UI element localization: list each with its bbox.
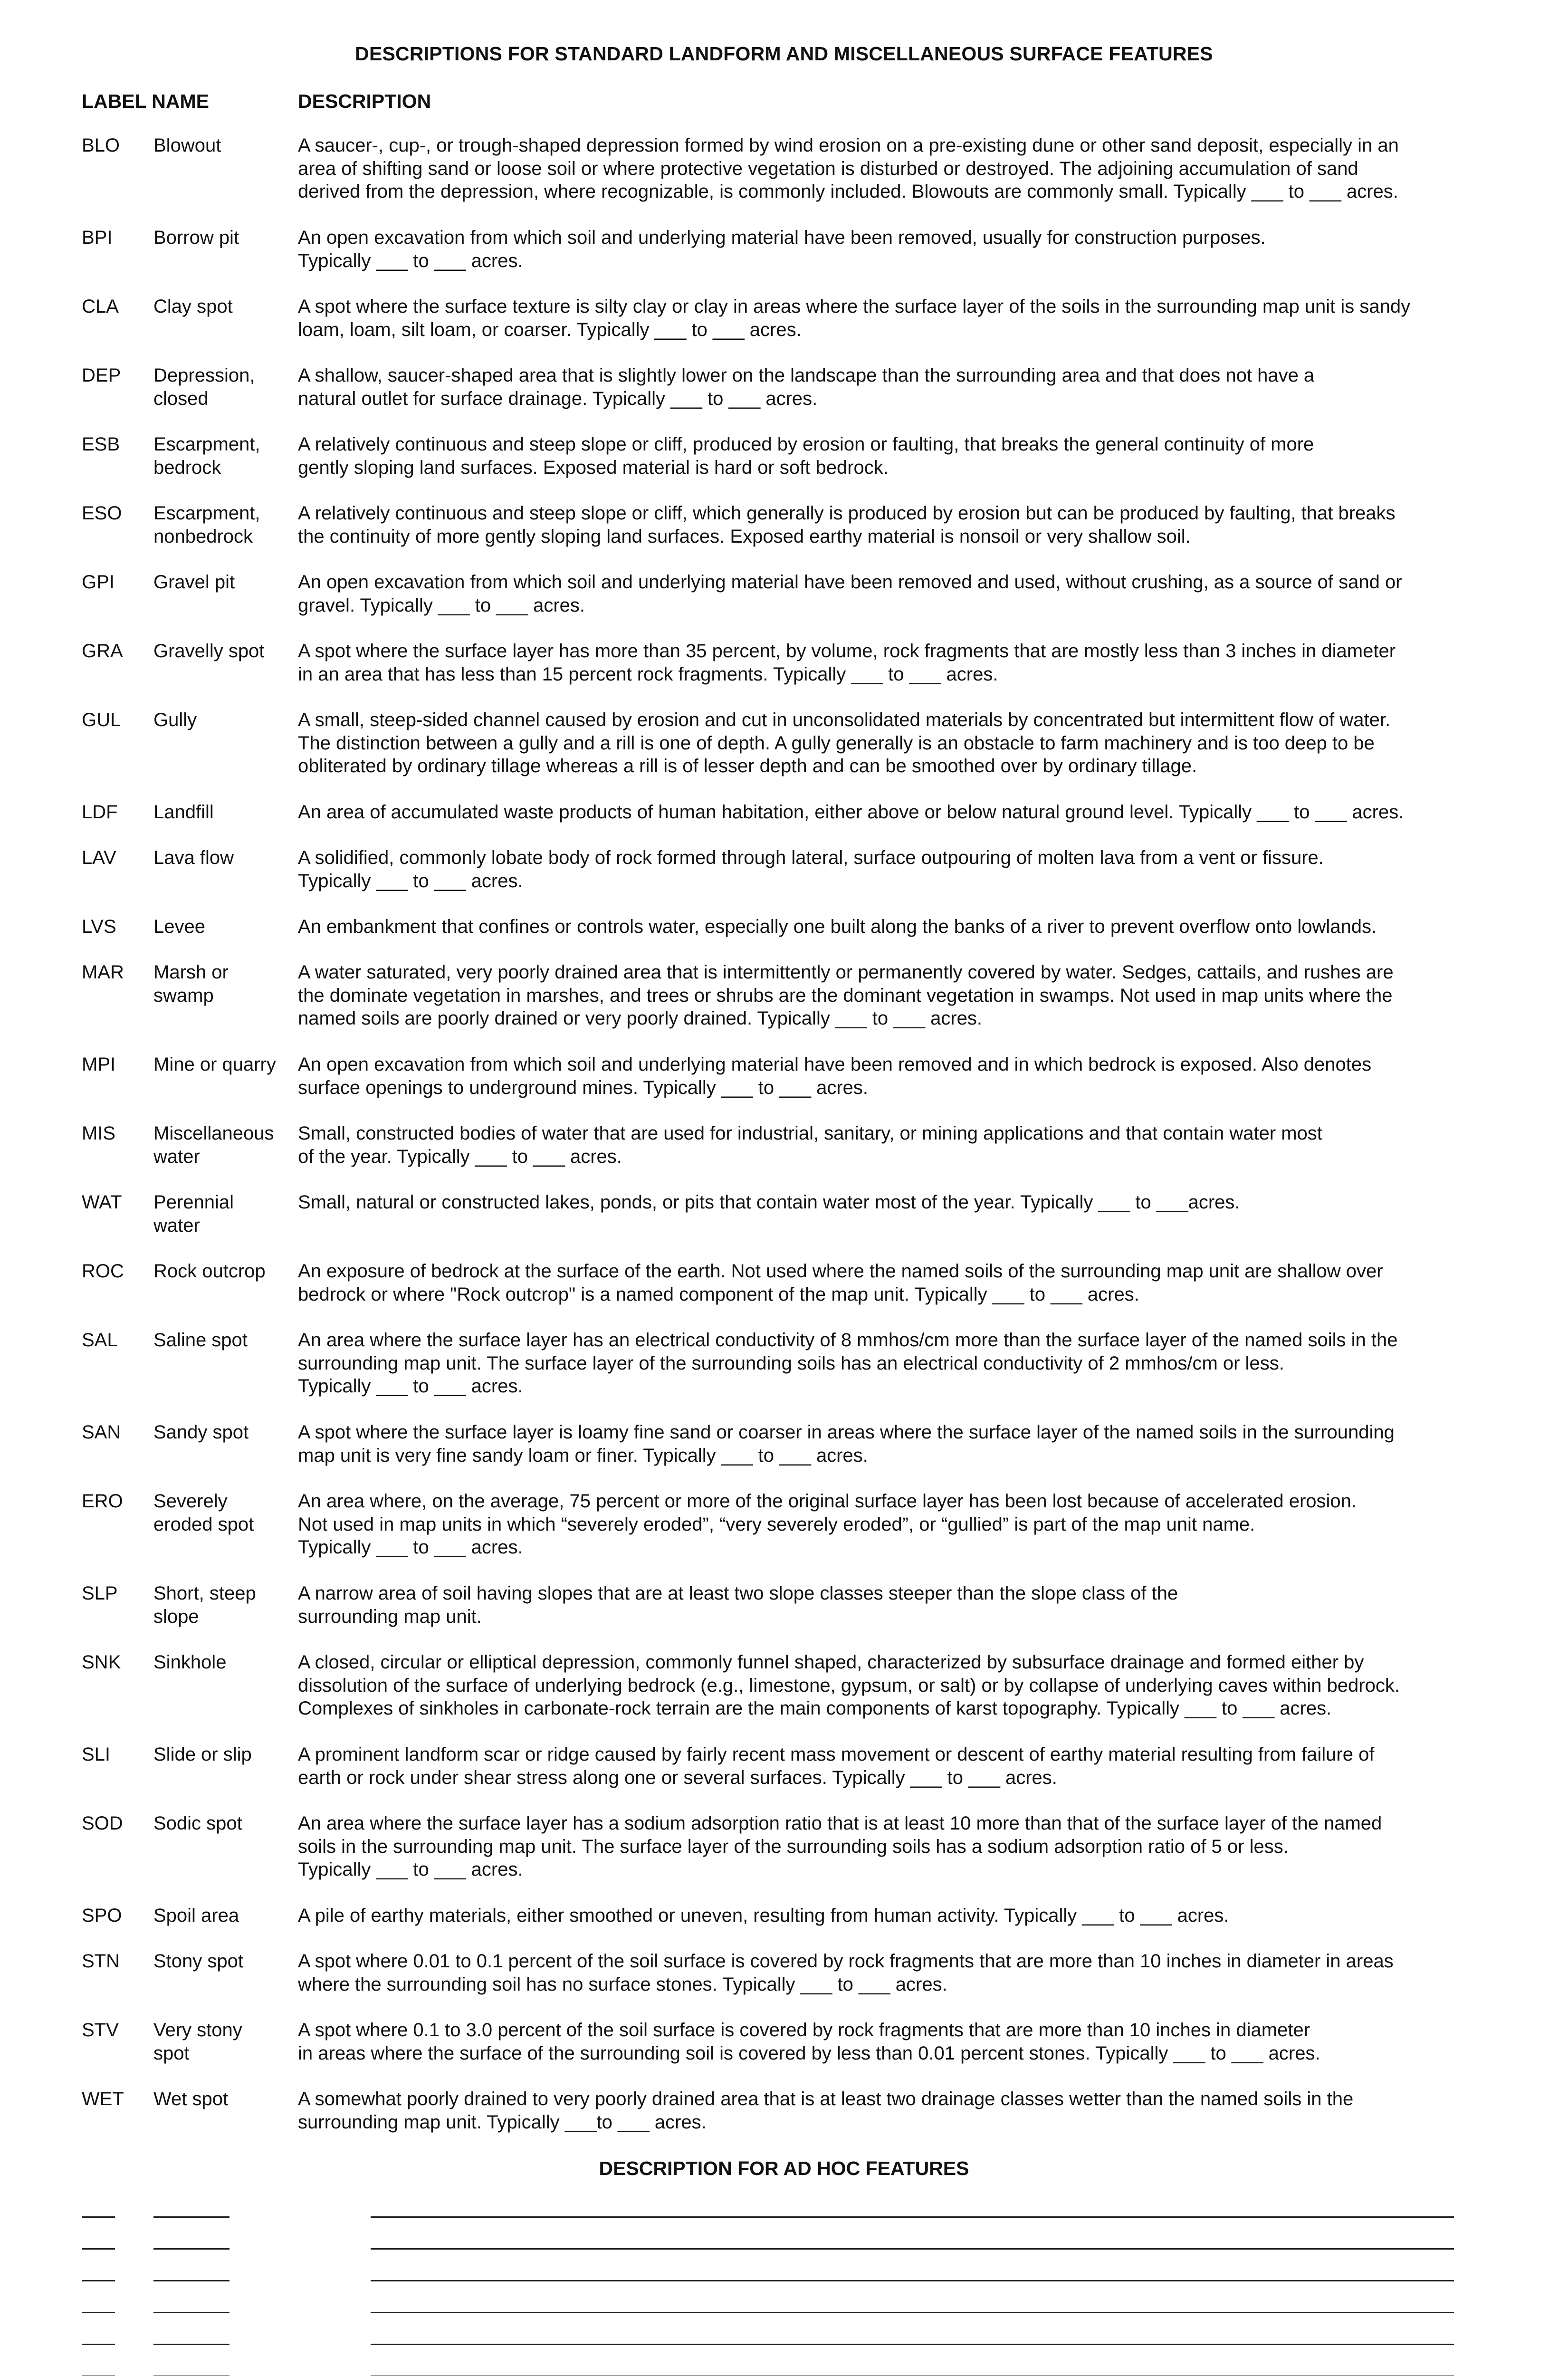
feature-entry bbox=[0, 502, 1568, 571]
feature-description: An open excavation from which soil and underlying material have been removed, usually for construction purposes. Typically ___ to ___ acres. bbox=[298, 227, 1266, 271]
feature-description: Small, natural or constructed lakes, ponds, or pits that contain water most of the year. Typically ___ to ___acres. bbox=[298, 1192, 1240, 1213]
feature-name: Spoil area bbox=[153, 1905, 239, 1926]
feature-label: SAN bbox=[82, 1422, 121, 1443]
feature-description: A pile of earthy materials, either smoothed or uneven, resulting from human activity. Typically ___ to ___ acres. bbox=[298, 1905, 1229, 1926]
feature-name: Clay spot bbox=[153, 296, 233, 317]
feature-description: A small, steep-sided channel caused by erosion and cut in unconsolidated materials by concentrated but intermittent flow of water. The distinction between a gully and a rill is one of depth. A gully generally is an obstacle to farm machinery and is too deep to be obliterated by ordinary tillage whereas a rill is of lesser depth and can be smoothed over by ordinary tillage. bbox=[298, 709, 1391, 776]
feature-label: STV bbox=[82, 2020, 119, 2041]
feature-entry bbox=[0, 2019, 1568, 2088]
feature-name: Mine or quarry bbox=[153, 1054, 276, 1075]
feature-label: MAR bbox=[82, 962, 124, 983]
feature-name: Landfill bbox=[153, 802, 214, 823]
feature-name: Wet spot bbox=[153, 2089, 229, 2109]
feature-name: Perennial water bbox=[153, 1192, 234, 1236]
feature-name: Saline spot bbox=[153, 1330, 248, 1351]
feature-description: An embankment that confines or controls water, especially one built along the banks of a river to prevent overflow onto lowlands. bbox=[298, 916, 1377, 937]
feature-label: BPI bbox=[82, 227, 113, 248]
feature-label: ROC bbox=[82, 1261, 124, 1282]
feature-name: Very stony spot bbox=[153, 2020, 242, 2064]
feature-entry bbox=[0, 961, 1568, 1053]
feature-entry bbox=[0, 640, 1568, 709]
adhoc-row bbox=[0, 2235, 1568, 2267]
adhoc-label-blank[interactable] bbox=[82, 2280, 115, 2281]
feature-entry bbox=[0, 1191, 1568, 1260]
feature-description: Small, constructed bodies of water that are used for industrial, sanitary, or mining applications and that contain water most of the year. Typically ___ to ___ acres. bbox=[298, 1123, 1322, 1167]
feature-entry bbox=[0, 1122, 1568, 1191]
feature-name: Miscellaneous water bbox=[153, 1123, 274, 1167]
feature-name: Escarpment, nonbedrock bbox=[153, 503, 260, 547]
feature-description: A narrow area of soil having slopes that are at least two slope classes steeper than the slope class of the surrounding map unit. bbox=[298, 1583, 1178, 1627]
feature-description: A somewhat poorly drained to very poorly drained area that is at least two drainage classes wetter than the named soils in the surrounding map unit. Typically ___to ___ acres. bbox=[298, 2089, 1354, 2133]
feature-entry bbox=[0, 571, 1568, 640]
feature-label: LVS bbox=[82, 916, 116, 937]
feature-label: SAL bbox=[82, 1330, 118, 1351]
feature-list bbox=[0, 134, 1568, 2156]
feature-entry bbox=[0, 1812, 1568, 1904]
adhoc-description-blank[interactable] bbox=[371, 2280, 1454, 2281]
feature-label: CLA bbox=[82, 296, 119, 317]
adhoc-description-blank[interactable] bbox=[371, 2248, 1454, 2250]
feature-name: Sandy spot bbox=[153, 1422, 249, 1443]
feature-entry bbox=[0, 226, 1568, 295]
feature-description: An area where the surface layer has an electrical conductivity of 8 mmhos/cm more than the surface layer of the named soils in the surrounding map unit. The surface layer of the surrounding soils has an electrical conductivity of 2 mmhos/cm or less. Typically ___ to ___ acres. bbox=[298, 1330, 1398, 1397]
feature-name: Borrow pit bbox=[153, 227, 239, 248]
feature-label: LAV bbox=[82, 847, 116, 868]
feature-entry bbox=[0, 915, 1568, 961]
adhoc-name-blank[interactable] bbox=[153, 2216, 229, 2218]
feature-entry bbox=[0, 846, 1568, 915]
adhoc-name-blank[interactable] bbox=[153, 2248, 229, 2250]
feature-description: A relatively continuous and steep slope or cliff, produced by erosion or faulting, that breaks the general continuity of more gently sloping land surfaces. Exposed material is hard or soft bedrock. bbox=[298, 434, 1314, 478]
feature-label: SNK bbox=[82, 1652, 121, 1673]
adhoc-row bbox=[0, 2267, 1568, 2299]
feature-description: An area where, on the average, 75 percent or more of the original surface layer has been lost because of accelerated erosion. Not used in map units in which “severely eroded”, “very severely eroded”, or “gullied” is part of the map unit name. Typically ___ to ___ acres. bbox=[298, 1491, 1357, 1558]
feature-entry bbox=[0, 1329, 1568, 1421]
feature-label: ESB bbox=[82, 434, 120, 455]
adhoc-label-blank[interactable] bbox=[82, 2312, 115, 2313]
feature-name: Sodic spot bbox=[153, 1813, 242, 1834]
feature-description: A spot where 0.1 to 3.0 percent of the soil surface is covered by rock fragments that are more than 10 inches in diameter in areas where the surface of the surrounding soil is covered by less than 0.01 percent stones. Typically ___ to ___ acres. bbox=[298, 2020, 1320, 2064]
feature-description: A solidified, commonly lobate body of rock formed through lateral, surface outpouring of molten lava from a vent or fissure. Typically ___ to ___ acres. bbox=[298, 847, 1324, 891]
feature-name: Gravel pit bbox=[153, 572, 235, 593]
feature-description: A spot where the surface layer is loamy fine sand or coarser in areas where the surface layer of the named soils in the surrounding map unit is very fine sandy loam or finer. Typically ___ to ___ acres. bbox=[298, 1422, 1395, 1466]
feature-label: MPI bbox=[82, 1054, 116, 1075]
column-header-label-name: LABEL NAME bbox=[82, 90, 210, 112]
feature-description: An open excavation from which soil and underlying material have been removed and in which bedrock is exposed. Also denotes surface openings to underground mines. Typically ___ to ___ acres. bbox=[298, 1054, 1372, 1098]
adhoc-name-blank[interactable] bbox=[153, 2344, 229, 2345]
feature-name: Gully bbox=[153, 709, 197, 730]
feature-description: An exposure of bedrock at the surface of the earth. Not used where the named soils of the surrounding map unit are shallow over bedrock or where "Rock outcrop" is a named component of the map unit. Typically ___ to ___ acres. bbox=[298, 1261, 1383, 1305]
feature-name: Marsh or swamp bbox=[153, 962, 229, 1006]
feature-label: GPI bbox=[82, 572, 115, 593]
feature-entry bbox=[0, 709, 1568, 801]
adhoc-label-blank[interactable] bbox=[82, 2248, 115, 2250]
feature-label: WET bbox=[82, 2089, 124, 2109]
feature-entry bbox=[0, 364, 1568, 433]
feature-description: A spot where 0.01 to 0.1 percent of the soil surface is covered by rock fragments that are more than 10 inches in diameter in areas where the surrounding soil has no surface stones. Typically ___ to ___ acres. bbox=[298, 1951, 1394, 1995]
feature-name: Depression, closed bbox=[153, 365, 255, 409]
column-header-description: DESCRIPTION bbox=[298, 90, 431, 112]
feature-label: SPO bbox=[82, 1905, 122, 1926]
feature-description: A saucer-, cup-, or trough-shaped depression formed by wind erosion on a pre-existing dune or other sand deposit, especially in an area of shifting sand or loose soil or where protective vegetation is disturbed or destroyed. The adjoining accumulation of sand derived from the depression, where recognizable, is commonly included. Blowouts are commonly small. Typically ___ to ___ acres. bbox=[298, 135, 1399, 202]
adhoc-label-blank[interactable] bbox=[82, 2216, 115, 2218]
feature-label: SOD bbox=[82, 1813, 123, 1834]
feature-label: BLO bbox=[82, 135, 120, 156]
feature-entry bbox=[0, 134, 1568, 226]
feature-description: A prominent landform scar or ridge caused by fairly recent mass movement or descent of earthy material resulting from failure of earth or rock under shear stress along one or several surfaces. Typically ___ to ___ acres. bbox=[298, 1744, 1375, 1788]
feature-entry bbox=[0, 1421, 1568, 1490]
feature-label: WAT bbox=[82, 1192, 122, 1213]
feature-entry bbox=[0, 1053, 1568, 1122]
feature-name: Levee bbox=[153, 916, 205, 937]
feature-entry bbox=[0, 1582, 1568, 1651]
feature-label: MIS bbox=[82, 1123, 116, 1144]
feature-description: A spot where the surface texture is silty clay or clay in areas where the surface layer of the soils in the surrounding map unit is sandy loam, loam, silt loam, or coarser. Typically ___ to ___ acres. bbox=[298, 296, 1411, 340]
feature-description: A spot where the surface layer has more than 35 percent, by volume, rock fragments that are mostly less than 3 inches in diameter in an area that has less than 15 percent rock fragments. Typically ___ to ___ acres. bbox=[298, 641, 1396, 685]
adhoc-feature-form bbox=[0, 2203, 1568, 2376]
feature-entry bbox=[0, 433, 1568, 502]
feature-name: Sinkhole bbox=[153, 1652, 227, 1673]
feature-description: A relatively continuous and steep slope or cliff, which generally is produced by erosion but can be produced by faulting, that breaks the continuity of more gently sloping land surfaces. Exposed earthy material is nonsoil or very shallow soil. bbox=[298, 503, 1396, 547]
feature-description: An area where the surface layer has a sodium adsorption ratio that is at least 10 more than that of the surface layer of the named soils in the surrounding map unit. The surface layer of the surrounding soils has a sodium adsorption ratio of 5 or less. Typically ___ to ___ acres. bbox=[298, 1813, 1382, 1880]
adhoc-row bbox=[0, 2330, 1568, 2362]
feature-label: GRA bbox=[82, 641, 123, 661]
adhoc-label-blank[interactable] bbox=[82, 2344, 115, 2345]
feature-description: An open excavation from which soil and underlying material have been removed and used, without crushing, as a source of sand or gravel. Typically ___ to ___ acres. bbox=[298, 572, 1402, 616]
feature-name: Blowout bbox=[153, 135, 221, 156]
feature-description: A shallow, saucer-shaped area that is slightly lower on the landscape than the surrounding area and that does not have a natural outlet for surface drainage. Typically ___ to ___ acres. bbox=[298, 365, 1315, 409]
feature-label: ESO bbox=[82, 503, 122, 524]
feature-label: STN bbox=[82, 1951, 120, 1972]
feature-entry bbox=[0, 295, 1568, 364]
feature-label: ERO bbox=[82, 1491, 123, 1512]
feature-description: A closed, circular or elliptical depression, commonly funnel shaped, characterized by subsurface drainage and formed either by dissolution of the surface of underlying bedrock (e.g., limestone, gypsum, or salt) or by collapse of underlying caves within bedrock. Complexes of sinkholes in carbonate-rock terrain are the main components of karst topography. Typically ___ to ___ acres. bbox=[298, 1652, 1400, 1719]
feature-entry bbox=[0, 2088, 1568, 2156]
feature-description: A water saturated, very poorly drained area that is intermittently or permanently covered by water. Sedges, cattails, and rushes are the dominate vegetation in marshes, and trees or shrubs are the dominant vegetation in swamps. Not used in map units where the named soils are poorly drained or very poorly drained. Typically ___ to ___ acres. bbox=[298, 962, 1394, 1029]
feature-entry bbox=[0, 1651, 1568, 1743]
adhoc-row bbox=[0, 2362, 1568, 2376]
adhoc-name-blank[interactable] bbox=[153, 2312, 229, 2313]
feature-label: SLI bbox=[82, 1744, 111, 1765]
feature-entry bbox=[0, 1904, 1568, 1950]
feature-name: Rock outcrop bbox=[153, 1261, 266, 1282]
feature-name: Short, steep slope bbox=[153, 1583, 256, 1627]
adhoc-row bbox=[0, 2299, 1568, 2330]
adhoc-description-blank[interactable] bbox=[371, 2312, 1454, 2313]
feature-label: DEP bbox=[82, 365, 121, 386]
feature-label: GUL bbox=[82, 709, 121, 730]
adhoc-name-blank[interactable] bbox=[153, 2280, 229, 2281]
feature-name: Severely eroded spot bbox=[153, 1491, 254, 1535]
feature-name: Gravelly spot bbox=[153, 641, 265, 661]
feature-entry bbox=[0, 1950, 1568, 2019]
feature-name: Stony spot bbox=[153, 1951, 244, 1972]
feature-entry bbox=[0, 1260, 1568, 1329]
feature-name: Escarpment, bedrock bbox=[153, 434, 260, 478]
feature-name: Slide or slip bbox=[153, 1744, 252, 1765]
feature-label: LDF bbox=[82, 802, 118, 823]
feature-entry bbox=[0, 1743, 1568, 1812]
adhoc-description-blank[interactable] bbox=[371, 2216, 1454, 2218]
feature-name: Lava flow bbox=[153, 847, 234, 868]
adhoc-description-blank[interactable] bbox=[371, 2344, 1454, 2345]
page-title: DESCRIPTIONS FOR STANDARD LANDFORM AND MISCELLANEOUS SURFACE FEATURES bbox=[355, 43, 1213, 65]
adhoc-section-title: DESCRIPTION FOR AD HOC FEATURES bbox=[599, 2157, 969, 2179]
feature-entry bbox=[0, 801, 1568, 846]
adhoc-row bbox=[0, 2203, 1568, 2235]
feature-label: SLP bbox=[82, 1583, 118, 1604]
feature-description: An area of accumulated waste products of human habitation, either above or below natural ground level. Typically ___ to ___ acres. bbox=[298, 802, 1404, 823]
feature-entry bbox=[0, 1490, 1568, 1582]
